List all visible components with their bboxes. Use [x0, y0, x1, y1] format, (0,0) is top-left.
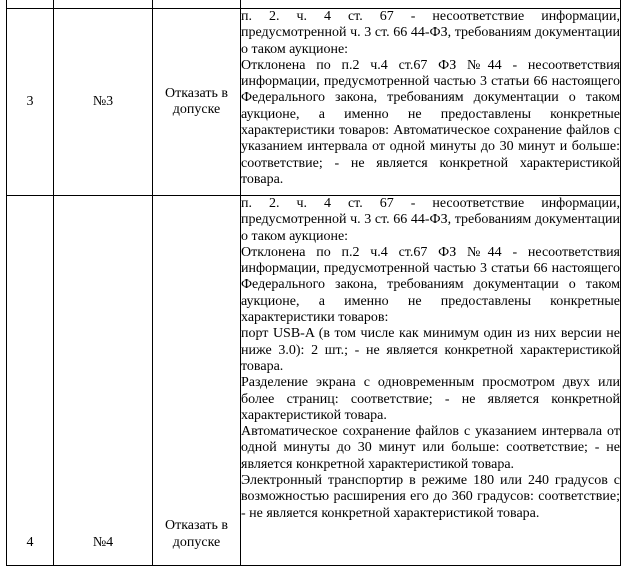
header-cell-number — [7, 0, 54, 9]
header-cell-application — [54, 0, 153, 9]
rejection-reasons — [241, 9, 621, 196]
applications-table — [6, 0, 621, 566]
decision-text: Отказать в допуске — [153, 196, 241, 566]
reason-paragraph: порт USB-A (в том числе как минимум один из них версии не ниже 3.0): 2 шт.; - не является конкретной характеристикой товара. — [241, 326, 620, 374]
row-number: 4 — [7, 196, 54, 566]
application-number: №4 — [54, 196, 153, 566]
header-cell-reasons — [241, 0, 621, 9]
reason-paragraph: Электронный транспортир в режиме 180 или 240 градусов с возможностью расширения его до 360 градусов: соответствие; - не является конкретной характеристикой товара. — [241, 473, 620, 521]
table-row — [7, 9, 621, 196]
application-number: №3 — [54, 9, 153, 196]
header-cell-decision — [153, 0, 241, 9]
decision-text: Отказать в допуске — [153, 9, 241, 196]
reason-paragraph: п. 2. ч. 4 ст. 67 - несоответствие информации, предусмотренной ч. 3 ст. 66 44-ФЗ, требованиям документации о таком аукционе: — [241, 196, 620, 244]
reason-paragraph: Отклонена по п.2 ч.4 ст.67 ФЗ №44 - несоответствия информации, предусмотренной частью 3 статьи 66 настоящего Федерального закона, требованиям документации о таком аукционе, а именно не предоставлены конкретные характеристики товаров: Автоматическое сохранение файлов с указанием интервала от одной минуты до 30 минут и больше: соответствие; - не является конкретной характеристикой товара. — [241, 57, 620, 187]
header-application-label — [54, 0, 152, 2]
reason-paragraph: п. 2. ч. 4 ст. 67 - несоответствие информации, предусмотренной ч. 3 ст. 66 44-ФЗ, требованиям документации о таком аукционе: — [241, 9, 620, 57]
reason-paragraph: Отклонена по п.2 ч.4 ст.67 ФЗ №44 - несоответствия информации, предусмотренной частью 3 статьи 66 настоящего Федерального закона, требованиям документации о таком аукционе, а именно не предоставлены конкретные характеристики товаров: — [241, 244, 620, 326]
row-number: 3 — [7, 9, 54, 196]
reason-paragraph: Автоматическое сохранение файлов с указанием интервала от одной минуты до 30 минут или больше: соответствие; - не является конкретной характеристикой товара. — [241, 424, 620, 472]
table-row — [7, 196, 621, 566]
table-header-row — [7, 0, 621, 9]
reason-paragraph: Разделение экрана с одновременным просмотром двух или более страниц: соответствие; - не является конкретной характеристикой товара. — [241, 375, 620, 423]
rejection-reasons — [241, 196, 621, 566]
